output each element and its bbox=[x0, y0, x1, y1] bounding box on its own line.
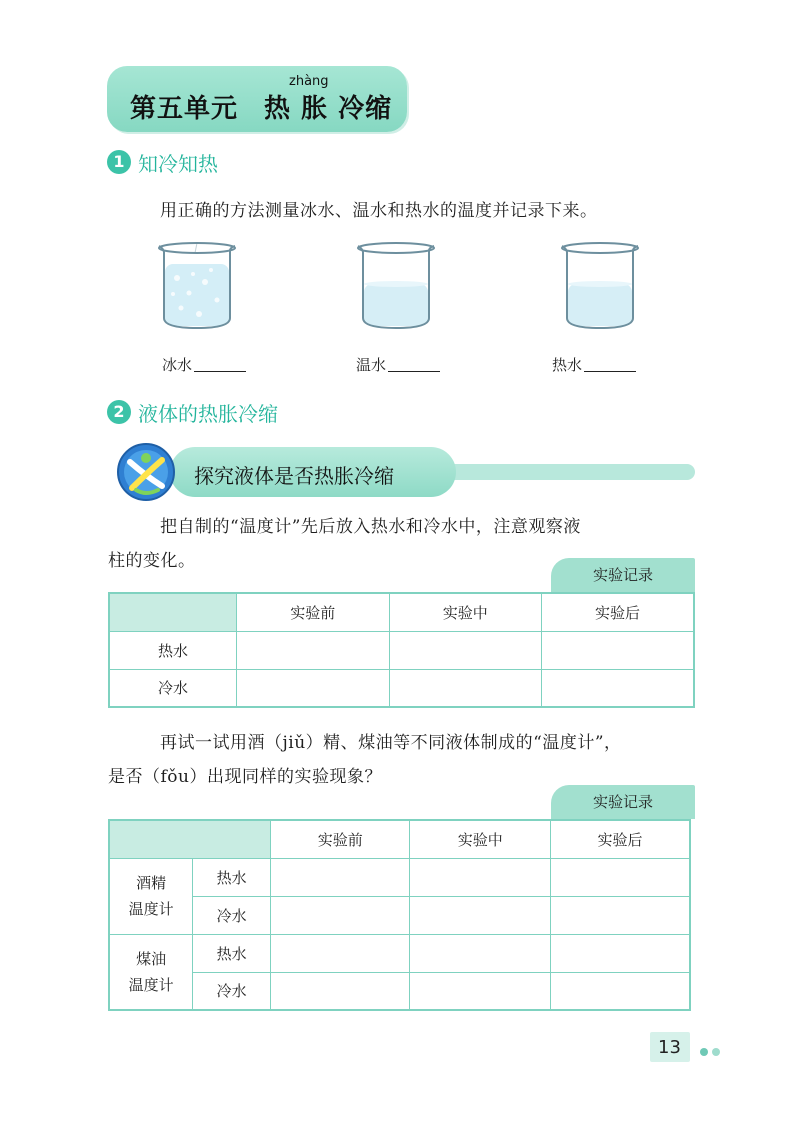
table-2-header: 实验前 bbox=[270, 820, 410, 858]
table-cell[interactable] bbox=[542, 631, 695, 669]
record-tab-2: 实验记录 bbox=[551, 785, 695, 819]
table-cell[interactable] bbox=[542, 669, 695, 707]
beaker-label-warm: 温水 bbox=[356, 354, 440, 375]
table-row bbox=[109, 669, 694, 707]
table-1-header: 实验前 bbox=[237, 593, 389, 631]
table-cell[interactable] bbox=[270, 934, 410, 972]
table-cell[interactable] bbox=[410, 934, 551, 972]
table-2-row-label: 热水 bbox=[193, 934, 271, 972]
table-1-row-label: 热水 bbox=[109, 631, 237, 669]
table-1-header-row bbox=[109, 593, 694, 631]
table-row bbox=[109, 934, 690, 972]
record-table-2 bbox=[108, 819, 691, 1011]
answer-blank-ice[interactable] bbox=[194, 357, 246, 372]
table-cell[interactable] bbox=[389, 669, 541, 707]
answer-blank-warm[interactable] bbox=[388, 357, 440, 372]
paragraph-1-line-1: 把自制的“温度计”先后放入热水和冷水中，注意观察液 bbox=[160, 517, 581, 537]
table-cell[interactable] bbox=[270, 972, 410, 1010]
beaker-warm-water-icon bbox=[352, 238, 442, 333]
paragraph-2-line-2: 是否（fǒu）出现同样的实验现象？ bbox=[108, 767, 382, 787]
table-cell[interactable] bbox=[410, 858, 551, 896]
table-2-header: 实验后 bbox=[550, 820, 690, 858]
table-2-header-row bbox=[109, 820, 690, 858]
table-1-corner bbox=[109, 593, 237, 631]
table-cell[interactable] bbox=[270, 896, 410, 934]
beaker-hot-water-icon bbox=[556, 238, 646, 333]
section-2-title: 液体的热胀冷缩 bbox=[138, 402, 278, 426]
unit-title bbox=[130, 88, 392, 125]
table-cell[interactable] bbox=[550, 972, 690, 1010]
table-row bbox=[109, 631, 694, 669]
explore-mascot-icon bbox=[116, 442, 176, 502]
explore-title: 探究液体是否热胀冷缩 bbox=[194, 464, 394, 488]
table-cell[interactable] bbox=[410, 896, 551, 934]
table-2-corner bbox=[109, 820, 270, 858]
section-1-title: 知冷知热 bbox=[138, 152, 218, 176]
table-row bbox=[109, 858, 690, 896]
section-1-instruction: 用正确的方法测量冰水、温水和热水的温度并记录下来。 bbox=[160, 201, 598, 221]
beaker-label-hot: 热水 bbox=[552, 354, 636, 375]
table-2-header: 实验中 bbox=[410, 820, 551, 858]
unit-number: 第五单元 bbox=[130, 94, 239, 124]
table-cell[interactable] bbox=[270, 858, 410, 896]
table-cell[interactable] bbox=[389, 631, 541, 669]
page-dot-icon bbox=[700, 1048, 708, 1056]
table-2-group-label: 煤油 温度计 bbox=[109, 934, 193, 1010]
table-2-row-label: 热水 bbox=[193, 858, 271, 896]
section-2-number: 2 bbox=[107, 400, 131, 424]
paragraph-1-line-2: 柱的变化。 bbox=[108, 551, 196, 571]
table-1-header: 实验后 bbox=[542, 593, 695, 631]
page-dot-icon bbox=[712, 1048, 720, 1056]
record-table-1 bbox=[108, 592, 695, 708]
table-cell[interactable] bbox=[550, 896, 690, 934]
record-tab-1: 实验记录 bbox=[551, 558, 695, 592]
table-row bbox=[109, 896, 690, 934]
table-cell[interactable] bbox=[410, 972, 551, 1010]
table-row bbox=[109, 972, 690, 1010]
beaker-ice-water-icon bbox=[153, 238, 243, 333]
unit-name: 热 胀 冷缩 bbox=[264, 94, 393, 124]
table-cell[interactable] bbox=[237, 669, 389, 707]
table-2-row-label: 冷水 bbox=[193, 972, 271, 1010]
section-1-number: 1 bbox=[107, 150, 131, 174]
table-2-row-label: 冷水 bbox=[193, 896, 271, 934]
paragraph-2-line-1: 再试一试用酒（jiǔ）精、煤油等不同液体制成的“温度计”， bbox=[160, 733, 622, 753]
pinyin-annotation: zhàng bbox=[289, 74, 329, 89]
table-cell[interactable] bbox=[550, 858, 690, 896]
table-2-group-label: 酒精 温度计 bbox=[109, 858, 193, 934]
page-number: 13 bbox=[658, 1037, 681, 1058]
beaker-label-ice: 冰水 bbox=[162, 354, 246, 375]
table-cell[interactable] bbox=[237, 631, 389, 669]
table-1-row-label: 冷水 bbox=[109, 669, 237, 707]
table-1-header: 实验中 bbox=[389, 593, 541, 631]
answer-blank-hot[interactable] bbox=[584, 357, 636, 372]
table-cell[interactable] bbox=[550, 934, 690, 972]
